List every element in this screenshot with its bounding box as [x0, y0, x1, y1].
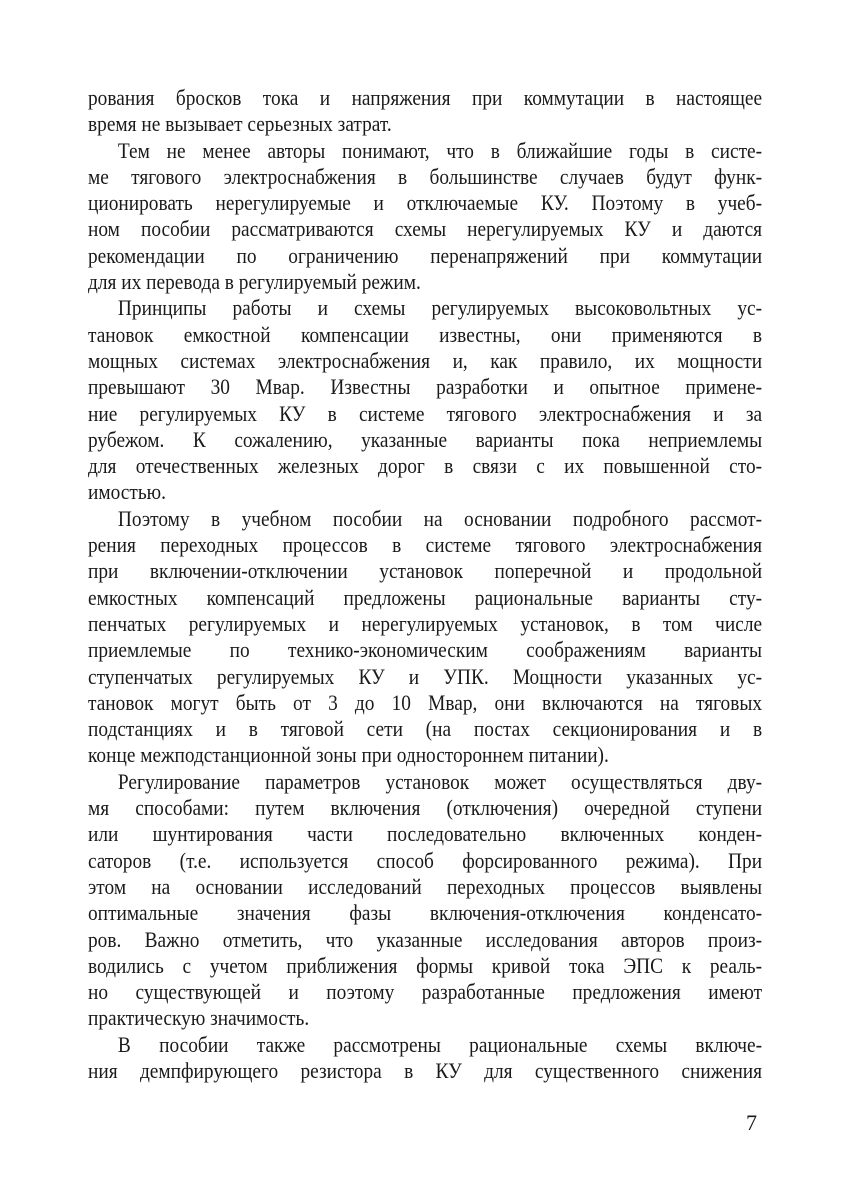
- text-line: тановок емкостной компенсации известны, они применяются в: [88, 321, 763, 347]
- text-line: приемлемые по технико-экономическим соображениям варианты: [88, 637, 763, 663]
- text-line: ном пособии рассматриваются схемы нерегулируемых КУ и даются: [88, 216, 763, 242]
- text-line: Принципы работы и схемы регулируемых высоковольтных ус-: [117, 295, 763, 321]
- text-line: но существующей и поэтому разработанные предложения имеют: [88, 979, 763, 1005]
- text-line: ме тягового электроснабжения в большинстве случаев будут функ-: [88, 163, 763, 189]
- text-line: оптимальные значения фазы включения-отключения конденсато-: [88, 900, 763, 926]
- text-line: превышают 30 Мвар. Известны разработки и опытное примене-: [88, 374, 763, 400]
- text-line: Регулирование параметров установок может осуществляться дву-: [117, 768, 763, 794]
- text-line: водились с учетом приближения формы кривой тока ЭПС к реаль-: [88, 952, 763, 978]
- text-line: или шунтирования части последовательно включенных конден-: [88, 821, 763, 847]
- paragraph: [88, 138, 762, 296]
- text-line: рования бросков тока и напряжения при коммутации в настоящее: [88, 85, 763, 110]
- text-line: рубежом. К сожалению, указанные варианты пока неприемлемы: [88, 426, 763, 452]
- paragraph: [88, 1032, 762, 1085]
- text-line: мя способами: путем включения (отключения) очередной ступени: [88, 795, 763, 821]
- page-body: [88, 85, 762, 1084]
- text-line: ступенчатых регулируемых КУ и УПК. Мощности указанных ус-: [88, 663, 763, 689]
- text-line: подстанциях и в тяговой сети (на постах секционирования и в: [88, 716, 763, 742]
- paragraph: [88, 769, 762, 1032]
- text-line: ционировать нерегулируемые и отключаемые КУ. Поэтому в учеб-: [88, 190, 763, 216]
- text-line: Тем не менее авторы понимают, что в ближайшие годы в систе-: [117, 137, 763, 163]
- text-line: тановок могут быть от 3 до 10 Мвар, они включаются на тяговых: [88, 689, 763, 715]
- text-line: саторов (т.е. используется способ форсированного режима). При: [88, 847, 763, 873]
- page-number: 7: [746, 1110, 757, 1135]
- text-line: для отечественных железных дорог в связи с их повышенной сто-: [88, 453, 763, 479]
- paragraph: [88, 295, 762, 505]
- text-line: емкостных компенсаций предложены рациональные варианты сту-: [88, 584, 763, 610]
- text-line: время не вызывает серьезных затрат.: [88, 111, 392, 137]
- text-line: ние регулируемых КУ в системе тягового электроснабжения и за: [88, 400, 763, 426]
- paragraph: [88, 506, 762, 769]
- text-line: рения переходных процессов в системе тягового электроснабжения: [88, 532, 763, 558]
- text-line: Поэтому в учебном пособии на основании подробного рассмот-: [117, 505, 763, 531]
- text-line: рекомендации по ограничению перенапряжений при коммутации: [88, 242, 763, 268]
- text-line: имостью.: [88, 479, 166, 505]
- text-line: ния демпфирующего резистора в КУ для существенного снижения: [88, 1057, 763, 1083]
- text-line: конце межподстанционной зоны при одностороннем питании).: [88, 742, 609, 768]
- text-line: этом на основании исследований переходных процессов выявлены: [88, 873, 763, 899]
- text-line: ров. Важно отметить, что указанные исследования авторов произ-: [88, 926, 763, 952]
- text-line: пенчатых регулируемых и нерегулируемых установок, в том числе: [88, 610, 763, 636]
- text-line: мощных системах электроснабжения и, как правило, их мощности: [88, 347, 763, 373]
- text-line: В пособии также рассмотрены рациональные схемы включе-: [117, 1031, 763, 1057]
- text-line: при включении-отключении установок поперечной и продольной: [88, 558, 763, 584]
- text-line: практическую значимость.: [88, 1005, 310, 1031]
- text-line: для их перевода в регулируемый режим.: [88, 269, 421, 295]
- paragraph: [88, 85, 762, 138]
